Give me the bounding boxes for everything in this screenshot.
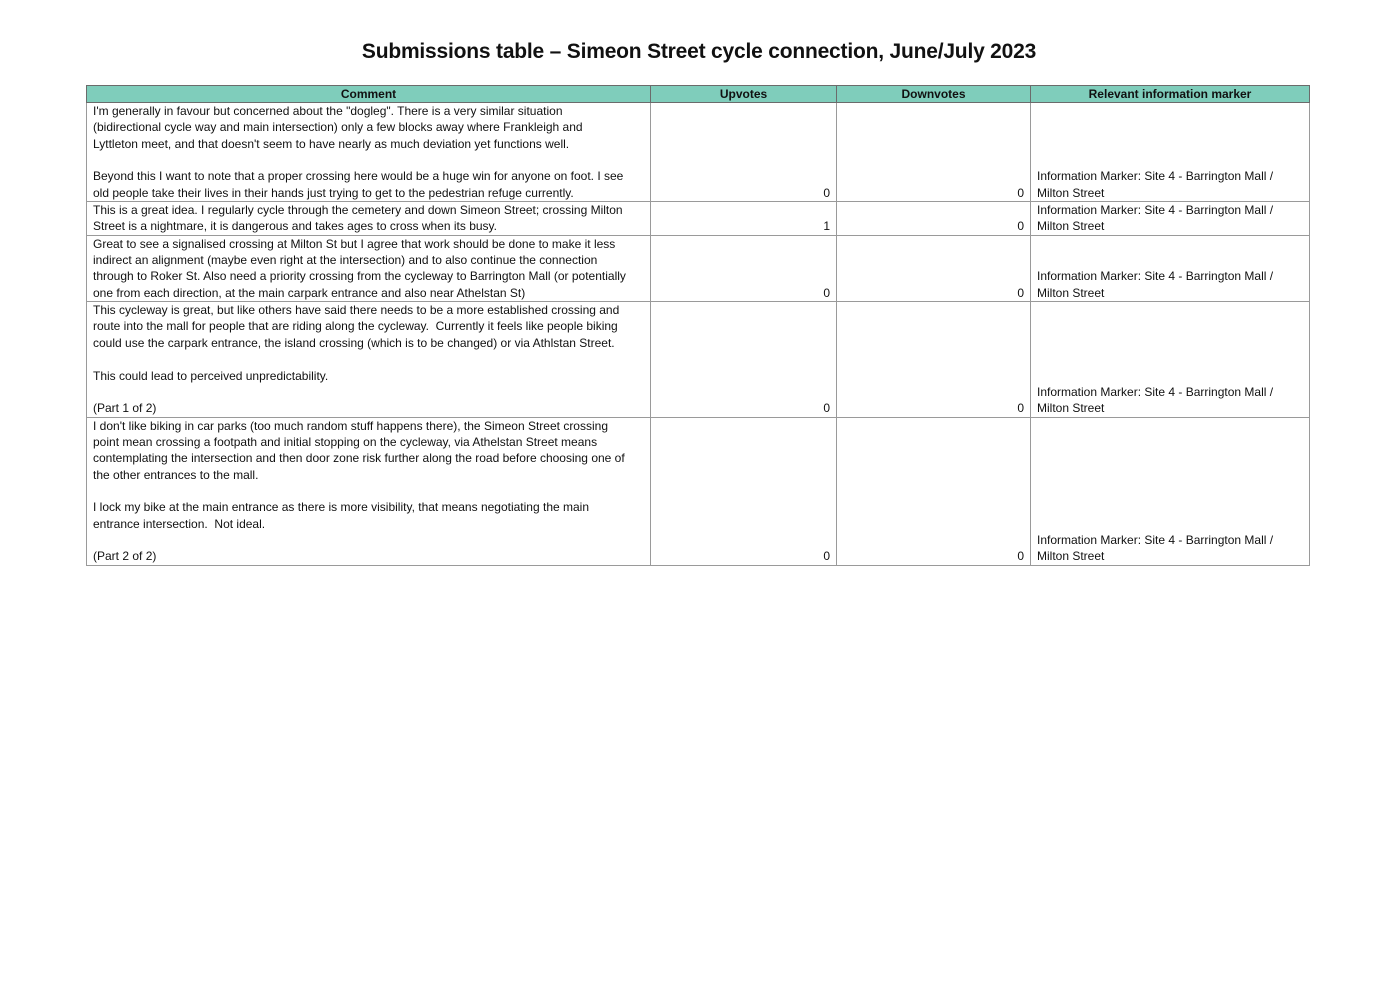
comment-text: I'm generally in favour but concerned about the "dogleg". There is a very similar situation (bidirectional cycle way and main intersection) only a few blocks away where Frankleigh and Lyttleton meet, and that doesn't seem to have nearly as much deviation yet functions well. Beyond this I want to note that a proper crossing here would be a huge win for anyone on foot. I see old people take their lives in their hands just trying to get to the pedestrian refuge currently. — [93, 104, 624, 200]
submissions-table — [86, 85, 1310, 566]
column-header-upvotes: Upvotes — [651, 86, 837, 103]
marker-cell — [1031, 235, 1310, 301]
comment-cell — [87, 235, 651, 301]
marker-text: Information Marker: Site 4 - Barrington Mall / Milton Street — [1037, 384, 1274, 416]
column-header-downvotes: Downvotes — [837, 86, 1031, 103]
downvotes-cell: 0 — [837, 417, 1031, 565]
marker-cell — [1031, 103, 1310, 202]
table-row — [87, 302, 1310, 417]
table-row — [87, 103, 1310, 202]
comment-cell — [87, 202, 651, 236]
downvotes-cell: 0 — [837, 202, 1031, 236]
comment-text: This cycleway is great, but like others have said there needs to be a more established crossing and route into the mall for people that are riding along the cycleway. Currently it feels like people biking could use the carpark entrance, the island crossing (which is to be changed) or via Athlstan Street. This could lead to perceived unpredictability. (Part 1 of 2) — [93, 303, 620, 416]
page-title: Submissions table – Simeon Street cycle connection, June/July 2023 — [361, 40, 1037, 63]
comment-text: I don't like biking in car parks (too much random stuff happens there), the Simeon Street crossing point mean crossing a footpath and initial stopping on the cycleway, via Athelstan Street means contemplating the intersection and then door zone risk further along the road before choosing one of the other entrances to the mall. I lock my bike at the main entrance as there is more visibility, that means negotiating the main entrance intersection. Not ideal. (Part 2 of 2) — [93, 418, 625, 564]
column-header-comment: Comment — [87, 86, 651, 103]
upvotes-cell: 0 — [651, 302, 837, 417]
marker-text: Information Marker: Site 4 - Barrington Mall / Milton Street — [1037, 269, 1274, 300]
upvotes-cell: 0 — [651, 417, 837, 565]
marker-cell — [1031, 417, 1310, 565]
upvotes-cell: 1 — [651, 202, 837, 236]
comment-text: Great to see a signalised crossing at Milton St but I agree that work should be done to make it less indirect an alignment (maybe even right at the intersection) and to also continue the connection through to Roker St. Also need a priority crossing from the cycleway to Barrington Mall (or potentially one from each direction, at the main carpark entrance and also near Athelstan St) — [93, 236, 626, 300]
upvotes-cell: 0 — [651, 235, 837, 301]
marker-text: Information Marker: Site 4 - Barrington Mall / Milton Street — [1037, 203, 1274, 234]
downvotes-cell: 0 — [837, 103, 1031, 202]
table-row — [87, 235, 1310, 301]
downvotes-cell: 0 — [837, 302, 1031, 417]
table-row — [87, 417, 1310, 565]
downvotes-cell: 0 — [837, 235, 1031, 301]
comment-cell — [87, 417, 651, 565]
comment-text: This is a great idea. I regularly cycle through the cemetery and down Simeon Street; crossing Milton Street is a nightmare, it is dangerous and takes ages to cross when its busy. — [93, 203, 623, 234]
table-header-row — [87, 86, 1310, 103]
marker-text: Information Marker: Site 4 - Barrington Mall / Milton Street — [1037, 532, 1274, 564]
comment-cell — [87, 302, 651, 417]
table-row — [87, 202, 1310, 236]
marker-cell — [1031, 302, 1310, 417]
marker-text: Information Marker: Site 4 - Barrington Mall / Milton Street — [1037, 169, 1274, 200]
upvotes-cell: 0 — [651, 103, 837, 202]
column-header-marker: Relevant information marker — [1031, 86, 1310, 103]
marker-cell — [1031, 202, 1310, 236]
comment-cell — [87, 103, 651, 202]
